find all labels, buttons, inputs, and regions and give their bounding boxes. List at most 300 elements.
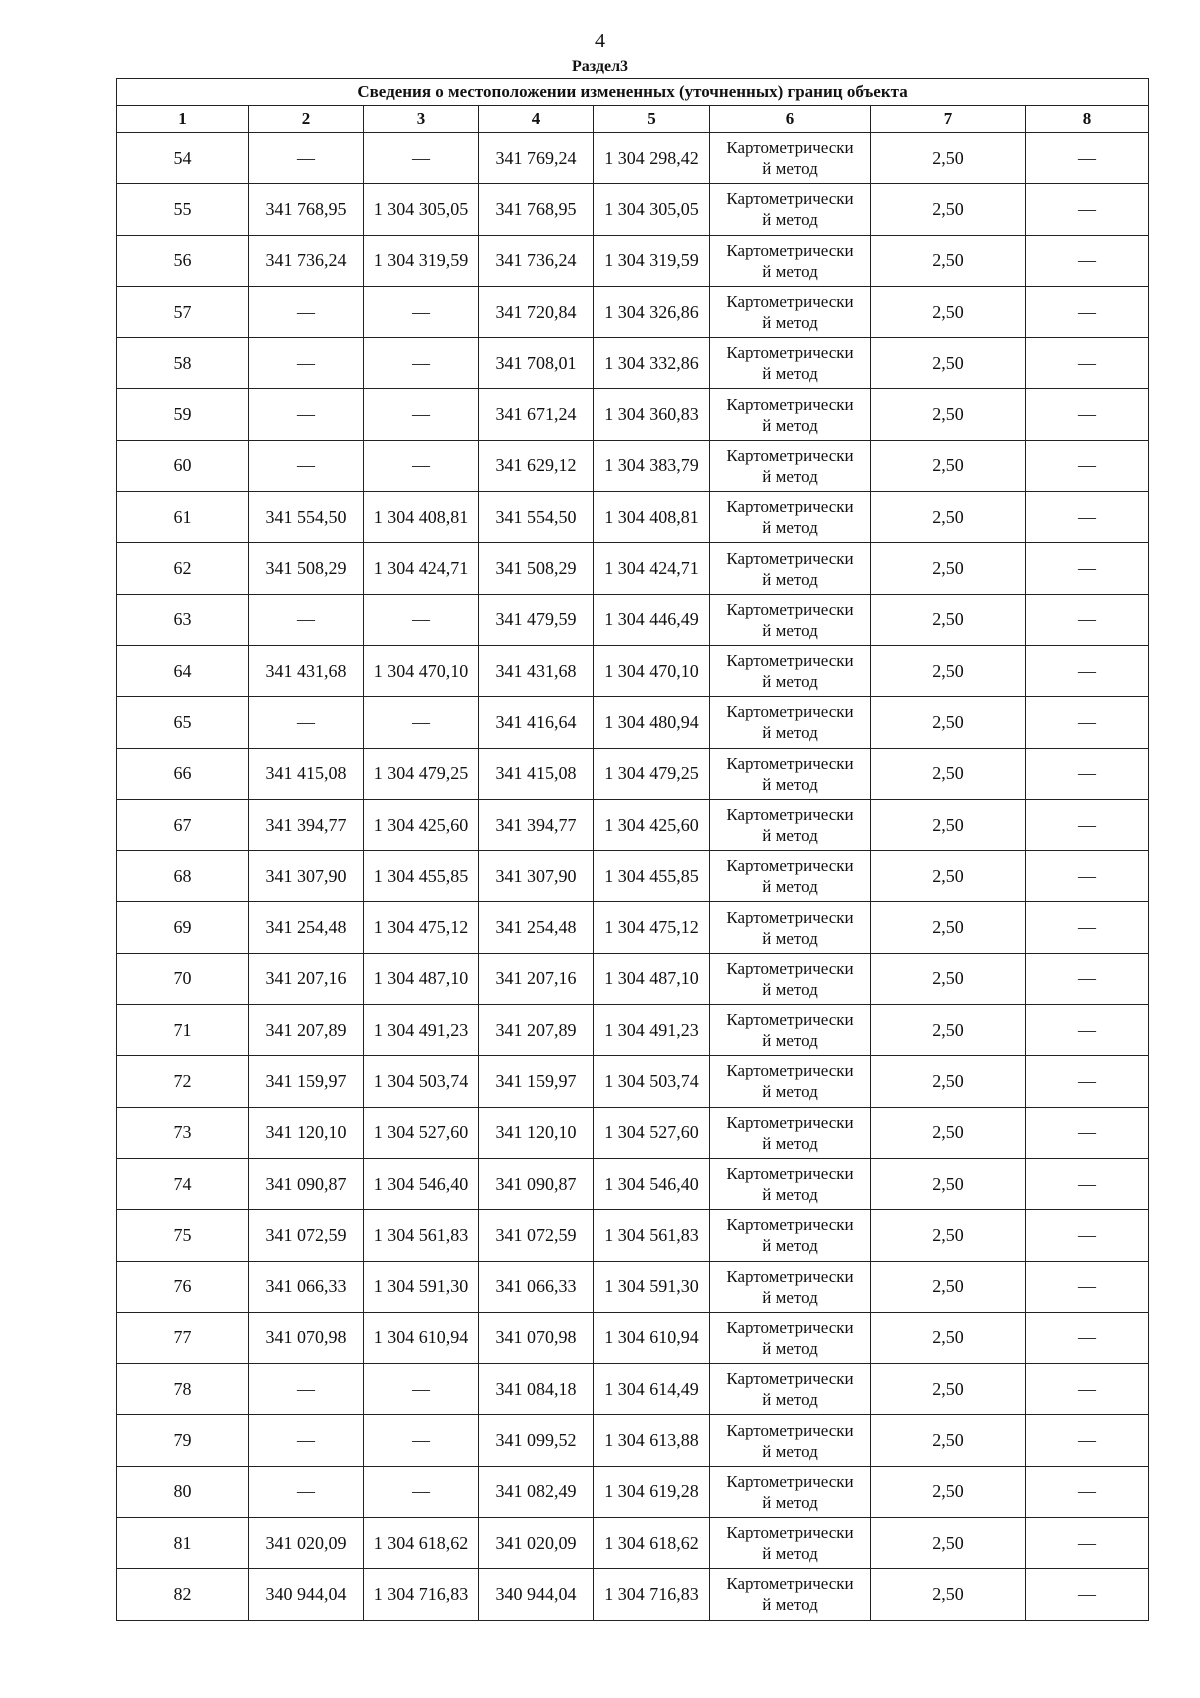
old-x-cell: 341 768,95 [249, 184, 364, 235]
point-number-cell: 58 [117, 338, 249, 389]
table-row [117, 851, 1149, 902]
accuracy-cell: 2,50 [871, 338, 1026, 389]
description-cell: — [1026, 440, 1149, 491]
method-cell [710, 389, 871, 440]
description-cell: — [1026, 286, 1149, 337]
boundary-coordinates-table [116, 78, 1149, 1621]
old-y-cell: 1 304 475,12 [364, 902, 479, 953]
old-x-cell: — [249, 286, 364, 337]
method-text-line: й метод [762, 1595, 818, 1615]
new-y-cell: 1 304 446,49 [594, 594, 710, 645]
table-row [117, 799, 1149, 850]
description-cell: — [1026, 902, 1149, 953]
table-row [117, 1107, 1149, 1158]
old-y-cell: — [364, 1364, 479, 1415]
old-y-cell: 1 304 618,62 [364, 1518, 479, 1569]
new-x-cell: 341 066,33 [479, 1261, 594, 1312]
description-cell: — [1026, 1005, 1149, 1056]
accuracy-cell: 2,50 [871, 184, 1026, 235]
new-x-cell: 341 207,89 [479, 1005, 594, 1056]
method-cell [710, 286, 871, 337]
description-cell: — [1026, 748, 1149, 799]
table-row [117, 645, 1149, 696]
accuracy-cell: 2,50 [871, 1158, 1026, 1209]
new-y-cell: 1 304 619,28 [594, 1466, 710, 1517]
accuracy-cell: 2,50 [871, 1415, 1026, 1466]
old-x-cell: — [249, 697, 364, 748]
method-text-line: Картометрически [726, 1164, 854, 1184]
description-cell: — [1026, 1210, 1149, 1261]
method-text-line: Картометрически [726, 1471, 854, 1491]
accuracy-cell: 2,50 [871, 1518, 1026, 1569]
old-y-cell: — [364, 286, 479, 337]
point-number-cell: 68 [117, 851, 249, 902]
method-text-line: Картометрически [726, 1317, 854, 1337]
new-y-cell: 1 304 610,94 [594, 1312, 710, 1363]
method-text-line: й метод [762, 979, 818, 999]
new-x-cell: 341 070,98 [479, 1312, 594, 1363]
point-number-cell: 75 [117, 1210, 249, 1261]
new-y-cell: 1 304 332,86 [594, 338, 710, 389]
table-row [117, 953, 1149, 1004]
description-cell: — [1026, 492, 1149, 543]
table-row [117, 902, 1149, 953]
new-x-cell: 341 084,18 [479, 1364, 594, 1415]
method-cell [710, 1312, 871, 1363]
method-cell [710, 235, 871, 286]
old-x-cell: 341 508,29 [249, 543, 364, 594]
accuracy-cell: 2,50 [871, 953, 1026, 1004]
table-row [117, 235, 1149, 286]
table-row [117, 594, 1149, 645]
new-y-cell: 1 304 561,83 [594, 1210, 710, 1261]
old-y-cell: 1 304 479,25 [364, 748, 479, 799]
accuracy-cell: 2,50 [871, 1261, 1026, 1312]
old-x-cell: 341 736,24 [249, 235, 364, 286]
new-x-cell: 341 720,84 [479, 286, 594, 337]
old-y-cell: 1 304 546,40 [364, 1158, 479, 1209]
new-x-cell: 341 072,59 [479, 1210, 594, 1261]
table-row [117, 184, 1149, 235]
point-number-cell: 54 [117, 133, 249, 184]
accuracy-cell: 2,50 [871, 748, 1026, 799]
method-cell [710, 799, 871, 850]
column-number-8: 8 [1026, 106, 1149, 133]
old-x-cell: — [249, 594, 364, 645]
accuracy-cell: 2,50 [871, 645, 1026, 696]
old-y-cell: 1 304 716,83 [364, 1569, 479, 1620]
table-row [117, 1158, 1149, 1209]
method-cell [710, 1056, 871, 1107]
new-y-cell: 1 304 491,23 [594, 1005, 710, 1056]
old-x-cell: — [249, 1364, 364, 1415]
description-cell: — [1026, 645, 1149, 696]
old-x-cell: 341 066,33 [249, 1261, 364, 1312]
method-text-line: Картометрически [726, 445, 854, 465]
new-x-cell: 341 120,10 [479, 1107, 594, 1158]
method-text-line: й метод [762, 774, 818, 794]
new-y-cell: 1 304 425,60 [594, 799, 710, 850]
new-x-cell: 341 431,68 [479, 645, 594, 696]
old-x-cell: 341 431,68 [249, 645, 364, 696]
table-row [117, 748, 1149, 799]
new-y-cell: 1 304 613,88 [594, 1415, 710, 1466]
method-cell [710, 902, 871, 953]
method-text-line: Картометрически [726, 702, 854, 722]
method-text-line: й метод [762, 1082, 818, 1102]
accuracy-cell: 2,50 [871, 133, 1026, 184]
old-y-cell: 1 304 503,74 [364, 1056, 479, 1107]
new-x-cell: 341 768,95 [479, 184, 594, 235]
old-x-cell: 341 554,50 [249, 492, 364, 543]
new-y-cell: 1 304 470,10 [594, 645, 710, 696]
column-number-3: 3 [364, 106, 479, 133]
new-x-cell: 341 671,24 [479, 389, 594, 440]
method-text-line: Картометрически [726, 958, 854, 978]
accuracy-cell: 2,50 [871, 1056, 1026, 1107]
method-text-line: Картометрически [726, 292, 854, 312]
method-text-line: Картометрически [726, 1061, 854, 1081]
table-row [117, 1364, 1149, 1415]
old-x-cell: — [249, 1466, 364, 1517]
method-text-line: й метод [762, 569, 818, 589]
column-number-5: 5 [594, 106, 710, 133]
old-y-cell: — [364, 338, 479, 389]
description-cell: — [1026, 389, 1149, 440]
method-cell [710, 594, 871, 645]
accuracy-cell: 2,50 [871, 1466, 1026, 1517]
old-y-cell: 1 304 491,23 [364, 1005, 479, 1056]
new-y-cell: 1 304 480,94 [594, 697, 710, 748]
old-y-cell: — [364, 594, 479, 645]
method-text-line: й метод [762, 1236, 818, 1256]
accuracy-cell: 2,50 [871, 851, 1026, 902]
table-row [117, 1415, 1149, 1466]
new-x-cell: 341 508,29 [479, 543, 594, 594]
old-x-cell: 341 254,48 [249, 902, 364, 953]
new-y-cell: 1 304 716,83 [594, 1569, 710, 1620]
method-text-line: Картометрически [726, 907, 854, 927]
method-text-line: й метод [762, 1185, 818, 1205]
point-number-cell: 69 [117, 902, 249, 953]
method-cell [710, 184, 871, 235]
old-x-cell: — [249, 389, 364, 440]
old-y-cell: 1 304 527,60 [364, 1107, 479, 1158]
old-x-cell: 341 070,98 [249, 1312, 364, 1363]
table-row [117, 1210, 1149, 1261]
method-cell [710, 440, 871, 491]
method-text-line: й метод [762, 1338, 818, 1358]
new-y-cell: 1 304 360,83 [594, 389, 710, 440]
method-cell [710, 851, 871, 902]
method-text-line: Картометрически [726, 1369, 854, 1389]
new-y-cell: 1 304 326,86 [594, 286, 710, 337]
old-x-cell: 341 020,09 [249, 1518, 364, 1569]
new-x-cell: 341 415,08 [479, 748, 594, 799]
method-text-line: й метод [762, 518, 818, 538]
accuracy-cell: 2,50 [871, 286, 1026, 337]
accuracy-cell: 2,50 [871, 440, 1026, 491]
method-text-line: Картометрически [726, 1523, 854, 1543]
table-row [117, 543, 1149, 594]
method-text-line: Картометрически [726, 548, 854, 568]
point-number-cell: 73 [117, 1107, 249, 1158]
method-text-line: Картометрически [726, 138, 854, 158]
description-cell: — [1026, 1261, 1149, 1312]
table-row [117, 440, 1149, 491]
description-cell: — [1026, 851, 1149, 902]
description-cell: — [1026, 953, 1149, 1004]
new-x-cell: 341 207,16 [479, 953, 594, 1004]
old-y-cell: 1 304 470,10 [364, 645, 479, 696]
description-cell: — [1026, 1056, 1149, 1107]
new-x-cell: 341 479,59 [479, 594, 594, 645]
old-y-cell: — [364, 440, 479, 491]
description-cell: — [1026, 543, 1149, 594]
new-x-cell: 341 416,64 [479, 697, 594, 748]
column-number-6: 6 [710, 106, 871, 133]
method-cell [710, 953, 871, 1004]
new-y-cell: 1 304 487,10 [594, 953, 710, 1004]
new-x-cell: 341 099,52 [479, 1415, 594, 1466]
old-x-cell: 341 120,10 [249, 1107, 364, 1158]
method-text-line: Картометрически [726, 497, 854, 517]
accuracy-cell: 2,50 [871, 902, 1026, 953]
table-body [117, 133, 1149, 1621]
column-number-4: 4 [479, 106, 594, 133]
point-number-cell: 56 [117, 235, 249, 286]
description-cell: — [1026, 697, 1149, 748]
accuracy-cell: 2,50 [871, 1364, 1026, 1415]
old-y-cell: — [364, 389, 479, 440]
new-x-cell: 341 394,77 [479, 799, 594, 850]
method-text-line: Картометрически [726, 1010, 854, 1030]
table-row [117, 697, 1149, 748]
old-x-cell: — [249, 1415, 364, 1466]
table-row [117, 492, 1149, 543]
accuracy-cell: 2,50 [871, 389, 1026, 440]
point-number-cell: 71 [117, 1005, 249, 1056]
old-x-cell: 341 159,97 [249, 1056, 364, 1107]
old-y-cell: 1 304 408,81 [364, 492, 479, 543]
method-text-line: Картометрически [726, 394, 854, 414]
method-cell [710, 543, 871, 594]
column-number-row [117, 106, 1149, 133]
method-text-line: й метод [762, 159, 818, 179]
accuracy-cell: 2,50 [871, 697, 1026, 748]
new-x-cell: 341 736,24 [479, 235, 594, 286]
method-text-line: й метод [762, 313, 818, 333]
column-number-1: 1 [117, 106, 249, 133]
table-row [117, 286, 1149, 337]
method-cell [710, 1210, 871, 1261]
method-cell [710, 645, 871, 696]
new-y-cell: 1 304 475,12 [594, 902, 710, 953]
old-y-cell: 1 304 425,60 [364, 799, 479, 850]
table-row [117, 389, 1149, 440]
point-number-cell: 62 [117, 543, 249, 594]
old-y-cell: 1 304 610,94 [364, 1312, 479, 1363]
method-text-line: й метод [762, 261, 818, 281]
new-x-cell: 341 708,01 [479, 338, 594, 389]
description-cell: — [1026, 338, 1149, 389]
point-number-cell: 80 [117, 1466, 249, 1517]
method-cell [710, 1569, 871, 1620]
old-x-cell: 341 415,08 [249, 748, 364, 799]
table-row [117, 1261, 1149, 1312]
old-y-cell: — [364, 133, 479, 184]
method-text-line: й метод [762, 1492, 818, 1512]
method-text-line: й метод [762, 1390, 818, 1410]
old-x-cell: 341 090,87 [249, 1158, 364, 1209]
new-y-cell: 1 304 527,60 [594, 1107, 710, 1158]
method-text-line: й метод [762, 1441, 818, 1461]
method-text-line: Картометрически [726, 753, 854, 773]
new-x-cell: 341 159,97 [479, 1056, 594, 1107]
old-x-cell: 341 207,16 [249, 953, 364, 1004]
new-y-cell: 1 304 424,71 [594, 543, 710, 594]
new-x-cell: 341 020,09 [479, 1518, 594, 1569]
point-number-cell: 78 [117, 1364, 249, 1415]
old-y-cell: 1 304 561,83 [364, 1210, 479, 1261]
table-row [117, 1312, 1149, 1363]
table-row [117, 133, 1149, 184]
old-x-cell: 341 207,89 [249, 1005, 364, 1056]
table-row [117, 338, 1149, 389]
old-x-cell: 341 307,90 [249, 851, 364, 902]
method-text-line: Картометрически [726, 189, 854, 209]
old-x-cell: — [249, 440, 364, 491]
method-text-line: Картометрически [726, 599, 854, 619]
old-y-cell: 1 304 591,30 [364, 1261, 479, 1312]
point-number-cell: 77 [117, 1312, 249, 1363]
new-y-cell: 1 304 298,42 [594, 133, 710, 184]
old-x-cell: — [249, 338, 364, 389]
method-cell [710, 1005, 871, 1056]
accuracy-cell: 2,50 [871, 594, 1026, 645]
new-x-cell: 341 769,24 [479, 133, 594, 184]
new-y-cell: 1 304 546,40 [594, 1158, 710, 1209]
column-number-7: 7 [871, 106, 1026, 133]
accuracy-cell: 2,50 [871, 492, 1026, 543]
new-y-cell: 1 304 455,85 [594, 851, 710, 902]
section-title: Раздел3 [571, 58, 629, 75]
old-x-cell: 341 072,59 [249, 1210, 364, 1261]
point-number-cell: 59 [117, 389, 249, 440]
table-row [117, 1569, 1149, 1620]
point-number-cell: 67 [117, 799, 249, 850]
method-text-line: Картометрически [726, 651, 854, 671]
description-cell: — [1026, 1518, 1149, 1569]
new-x-cell: 341 307,90 [479, 851, 594, 902]
method-text-line: Картометрически [726, 1266, 854, 1286]
table-row [117, 1518, 1149, 1569]
point-number-cell: 66 [117, 748, 249, 799]
new-y-cell: 1 304 319,59 [594, 235, 710, 286]
table-row [117, 1005, 1149, 1056]
description-cell: — [1026, 1466, 1149, 1517]
table-caption: Сведения о местоположении измененных (уточненных) границ объекта [117, 79, 1149, 106]
point-number-cell: 55 [117, 184, 249, 235]
method-text-line: й метод [762, 1031, 818, 1051]
old-y-cell: 1 304 319,59 [364, 235, 479, 286]
old-x-cell: 340 944,04 [249, 1569, 364, 1620]
method-text-line: й метод [762, 364, 818, 384]
method-text-line: й метод [762, 826, 818, 845]
point-number-cell: 72 [117, 1056, 249, 1107]
point-number-cell: 61 [117, 492, 249, 543]
new-x-cell: 341 629,12 [479, 440, 594, 491]
method-text-line: й метод [762, 466, 818, 486]
method-cell [710, 1261, 871, 1312]
method-cell [710, 1364, 871, 1415]
column-number-2: 2 [249, 106, 364, 133]
description-cell: — [1026, 1107, 1149, 1158]
accuracy-cell: 2,50 [871, 1005, 1026, 1056]
page-number: 4 [595, 30, 605, 52]
accuracy-cell: 2,50 [871, 235, 1026, 286]
new-y-cell: 1 304 383,79 [594, 440, 710, 491]
description-cell: — [1026, 133, 1149, 184]
method-text-line: й метод [762, 1544, 818, 1564]
method-text-line: Картометрически [726, 1112, 854, 1132]
method-cell [710, 1466, 871, 1517]
new-y-cell: 1 304 479,25 [594, 748, 710, 799]
new-y-cell: 1 304 591,30 [594, 1261, 710, 1312]
method-cell [710, 1518, 871, 1569]
point-number-cell: 65 [117, 697, 249, 748]
old-y-cell: 1 304 424,71 [364, 543, 479, 594]
point-number-cell: 70 [117, 953, 249, 1004]
point-number-cell: 57 [117, 286, 249, 337]
method-cell [710, 1158, 871, 1209]
new-y-cell: 1 304 503,74 [594, 1056, 710, 1107]
point-number-cell: 79 [117, 1415, 249, 1466]
point-number-cell: 82 [117, 1569, 249, 1620]
description-cell: — [1026, 184, 1149, 235]
description-cell: — [1026, 1312, 1149, 1363]
description-cell: — [1026, 1364, 1149, 1415]
description-cell: — [1026, 1569, 1149, 1620]
method-text-line: й метод [762, 672, 818, 692]
method-text-line: й метод [762, 1133, 818, 1153]
accuracy-cell: 2,50 [871, 1569, 1026, 1620]
point-number-cell: 64 [117, 645, 249, 696]
new-x-cell: 341 554,50 [479, 492, 594, 543]
point-number-cell: 74 [117, 1158, 249, 1209]
method-text-line: й метод [762, 723, 818, 743]
old-y-cell: — [364, 1466, 479, 1517]
new-y-cell: 1 304 408,81 [594, 492, 710, 543]
point-number-cell: 60 [117, 440, 249, 491]
accuracy-cell: 2,50 [871, 1210, 1026, 1261]
new-x-cell: 341 254,48 [479, 902, 594, 953]
old-y-cell: — [364, 1415, 479, 1466]
old-x-cell: 341 394,77 [249, 799, 364, 850]
accuracy-cell: 2,50 [871, 1312, 1026, 1363]
point-number-cell: 63 [117, 594, 249, 645]
method-text-line: й метод [762, 210, 818, 230]
description-cell: — [1026, 1415, 1149, 1466]
new-y-cell: 1 304 305,05 [594, 184, 710, 235]
old-x-cell: — [249, 133, 364, 184]
new-y-cell: 1 304 614,49 [594, 1364, 710, 1415]
new-x-cell: 340 944,04 [479, 1569, 594, 1620]
method-cell [710, 133, 871, 184]
accuracy-cell: 2,50 [871, 1107, 1026, 1158]
method-cell [710, 338, 871, 389]
method-text-line: й метод [762, 928, 818, 948]
